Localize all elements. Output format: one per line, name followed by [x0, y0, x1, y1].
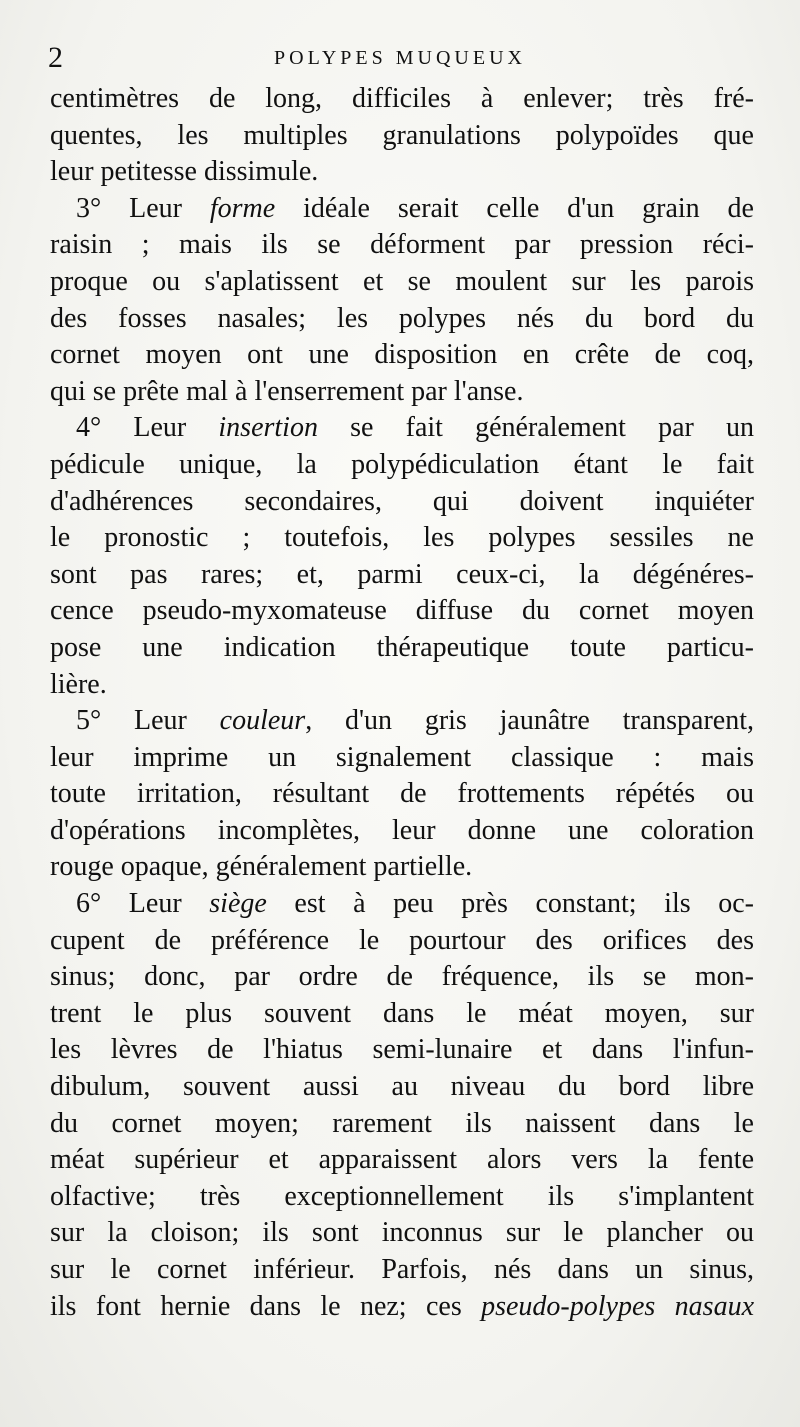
- text-line: d'adhérences secondaires, qui doivent inquiéter: [50, 485, 754, 517]
- text-line: leur imprime un signalement classique : mais: [50, 741, 754, 773]
- text-line: proque ou s'aplatissent et se moulent sur les parois: [50, 265, 754, 297]
- body-text: [50, 81, 754, 1325]
- text-line: rouge opaque, généralement partielle.: [50, 851, 473, 883]
- running-title: POLYPES MUQUEUX: [274, 47, 526, 69]
- text-line: pédicule unique, la polypédiculation étant le fait: [50, 448, 754, 480]
- text-line: d'opérations incomplètes, leur donne une coloration: [50, 814, 754, 846]
- text-line: les lèvres de l'hiatus semi-lunaire et dans l'infun-: [50, 1034, 754, 1066]
- page-number: 2: [48, 41, 63, 74]
- text-line: toute irritation, résultant de frottements répétés ou: [50, 778, 754, 810]
- line-segment: idéale serait celle d'un grain de: [275, 192, 754, 224]
- text-line: [50, 191, 754, 228]
- text-line: pose une indication thérapeutique toute particu-: [50, 631, 754, 663]
- text-line: quentes, les multiples granulations polypoïdes que: [50, 119, 754, 151]
- line-segment: est à peu près constant; ils oc-: [266, 888, 754, 920]
- text-line: sont pas rares; et, parmi ceux-ci, la dégénéres-: [50, 558, 754, 590]
- text-line: du cornet moyen; rarement ils naissent dans le: [50, 1107, 754, 1139]
- line-segment: ils font hernie dans le nez; ces: [50, 1290, 482, 1322]
- text-line: centimètres de long, difficiles à enlever; très fré-: [50, 83, 754, 114]
- text-line: [50, 1289, 754, 1326]
- text-line: qui se prête mal à l'enserrement par l'anse.: [50, 375, 524, 407]
- emphasis-term: pseudo-polypes nasaux: [481, 1290, 754, 1322]
- line-segment: 4° Leur: [76, 412, 219, 444]
- text-line: sinus; donc, par ordre de fréquence, ils se mon-: [50, 961, 754, 993]
- line-segment: 5° Leur: [76, 705, 220, 737]
- text-line: méat supérieur et apparaissent alors vers la fente: [50, 1144, 754, 1176]
- emphasis-term: siège: [209, 888, 267, 920]
- text-line: sur le cornet inférieur. Parfois, nés dans un sinus,: [50, 1254, 754, 1285]
- running-head: [48, 38, 752, 78]
- text-line: leur petitesse dissimule.: [50, 156, 319, 188]
- line-segment: 6° Leur: [76, 888, 210, 920]
- text-line: trent le plus souvent dans le méat moyen, sur: [50, 997, 754, 1029]
- text-line: cence pseudo-myxomateuse diffuse du cornet moyen: [50, 595, 754, 627]
- text-line: olfactive; très exceptionnellement ils s'implantent: [50, 1180, 754, 1212]
- text-line: cupent de préférence le pourtour des orifices des: [50, 924, 754, 956]
- emphasis-term: forme: [209, 192, 276, 224]
- line-segment: , d'un gris jaunâtre transparent,: [305, 705, 754, 737]
- text-line: [50, 703, 754, 740]
- text-line: [50, 410, 754, 447]
- line-segment: se fait généralement par un: [317, 412, 755, 444]
- text-line: [50, 886, 754, 923]
- text-line: sur la cloison; ils sont inconnus sur le plancher ou: [50, 1217, 754, 1249]
- text-line: le pronostic ; toutefois, les polypes sessiles ne: [50, 522, 754, 554]
- text-line: raisin ; mais ils se déforment par pression réci-: [50, 229, 754, 261]
- emphasis-term: couleur: [219, 705, 306, 737]
- line-segment: 3° Leur: [76, 192, 210, 224]
- emphasis-term: insertion: [218, 412, 318, 444]
- text-line: lière.: [50, 668, 107, 700]
- text-line: cornet moyen ont une disposition en crête de coq,: [50, 339, 754, 371]
- text-line: dibulum, souvent aussi au niveau du bord libre: [50, 1071, 754, 1103]
- text-line: des fosses nasales; les polypes nés du bord du: [50, 302, 754, 334]
